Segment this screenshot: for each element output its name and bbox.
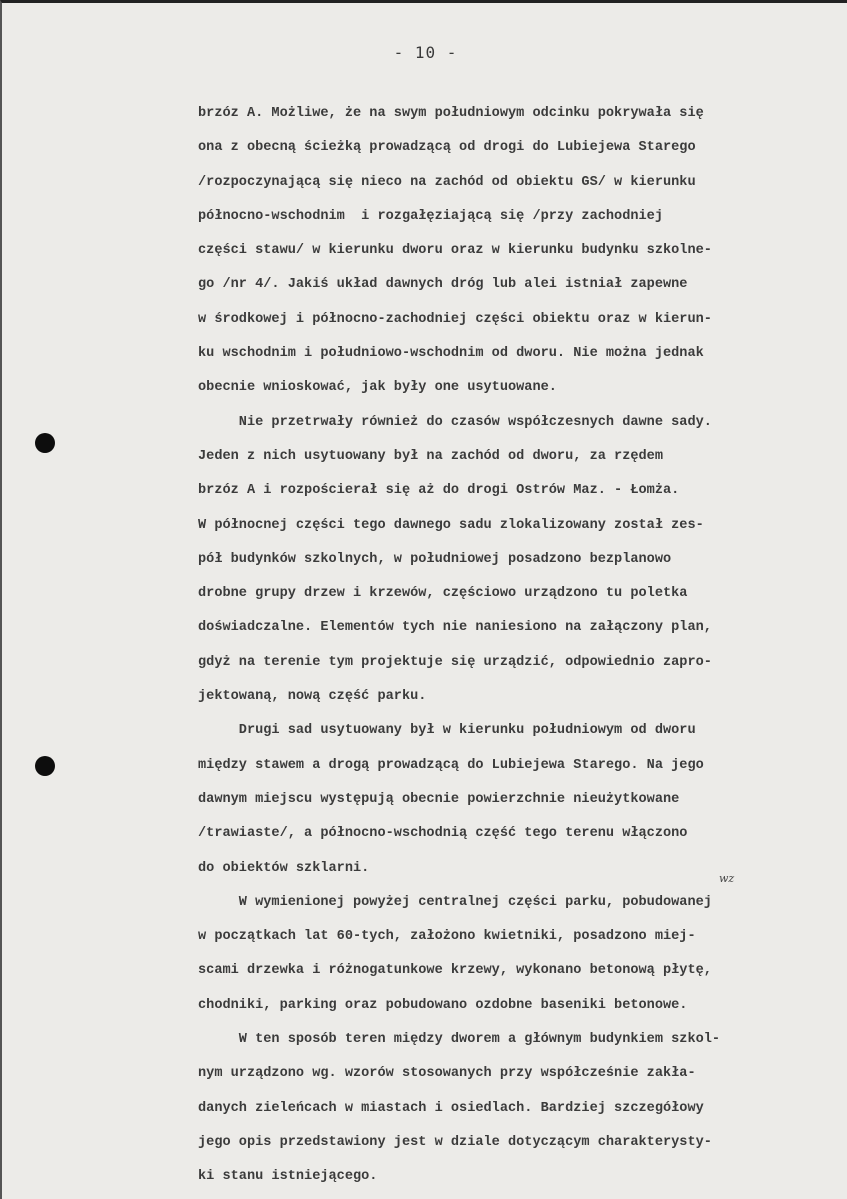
- page-number: - 10 -: [393, 43, 458, 62]
- text-line: doświadczalne. Elementów tych nie naniesiono na załączony plan,: [198, 620, 712, 636]
- text-line: jektowaną, nową część parku.: [198, 689, 427, 705]
- text-line: części stawu/ w kierunku dworu oraz w kierunku budynku szkolne-: [198, 243, 712, 259]
- text-line: danych zieleńcach w miastach i osiedlach. Bardziej szczegółowy: [198, 1100, 704, 1116]
- punch-hole: [35, 756, 55, 776]
- text-line: ki stanu istniejącego.: [198, 1169, 378, 1185]
- text-line: ona z obecną ścieżką prowadzącą od drogi do Lubiejewa Starego: [198, 140, 696, 156]
- text-line: W północnej części tego dawnego sadu zlokalizowany został zes-: [198, 517, 704, 533]
- text-line: gdyż na terenie tym projektuje się urządzić, odpowiednio zapro-: [198, 654, 712, 670]
- text-line: W ten sposób teren między dworem a głównym budynkiem szkol-: [198, 1032, 721, 1048]
- text-line: między stawem a drogą prowadzącą do Lubiejewa Starego. Na jego: [198, 757, 704, 773]
- text-line: W wymienionej powyżej centralnej części parku, pobudowanej: [198, 894, 712, 910]
- text-line: brzóz A. Możliwe, że na swym południowym odcinku pokrywała się: [198, 106, 704, 121]
- handwritten-correction: wz: [719, 872, 735, 885]
- text-line: ku wschodnim i południowo-wschodnim od dworu. Nie można jednak: [198, 346, 704, 362]
- text-line: dawnym miejscu występują obecnie powierzchnie nieużytkowane: [198, 791, 680, 807]
- text-line: chodniki, parking oraz pobudowano ozdobne baseniki betonowe.: [198, 997, 688, 1013]
- text-line: pół budynków szkolnych, w południowej posadzono bezplanowo: [198, 551, 672, 567]
- text-line: Jeden z nich usytuowany był na zachód od dworu, za rzędem: [198, 448, 663, 464]
- text-line: jego opis przedstawiony jest w dziale dotyczącym charakterysty-: [198, 1134, 712, 1150]
- text-line: /trawiaste/, a północno-wschodnią część tego terenu włączono: [198, 826, 688, 842]
- text-line: nym urządzono wg. wzorów stosowanych przy współcześnie zakła-: [198, 1066, 696, 1082]
- text-line: /rozpoczynającą się nieco na zachód od obiektu GS/ w kierunku: [198, 174, 696, 190]
- text-line: do obiektów szklarni.: [198, 860, 370, 876]
- text-line: w środkowej i północno-zachodniej części obiektu oraz w kierun-: [198, 311, 712, 327]
- body-text: [198, 97, 843, 1195]
- punch-hole: [35, 433, 55, 453]
- text-line: brzóz A i rozpościerał się aż do drogi Ostrów Maz. - Łomża.: [198, 483, 680, 499]
- text-line: go /nr 4/. Jakiś układ dawnych dróg lub alei istniał zapewne: [198, 277, 688, 293]
- text-line: obecnie wnioskować, jak były one usytuowane.: [198, 380, 557, 396]
- text-line: Drugi sad usytuowany był w kierunku południowym od dworu: [198, 723, 696, 739]
- text-line: północno-wschodnim i rozgałęziającą się /przy zachodniej: [198, 208, 663, 224]
- text-line: w początkach lat 60-tych, założono kwietniki, posadzono miej-: [198, 929, 696, 945]
- text-line: drobne grupy drzew i krzewów, częściowo urządzono tu poletka: [198, 586, 688, 602]
- text-line: Nie przetrwały również do czasów współczesnych dawne sady.: [198, 414, 712, 430]
- text-line: scami drzewka i różnogatunkowe krzewy, wykonano betonową płytę,: [198, 963, 712, 979]
